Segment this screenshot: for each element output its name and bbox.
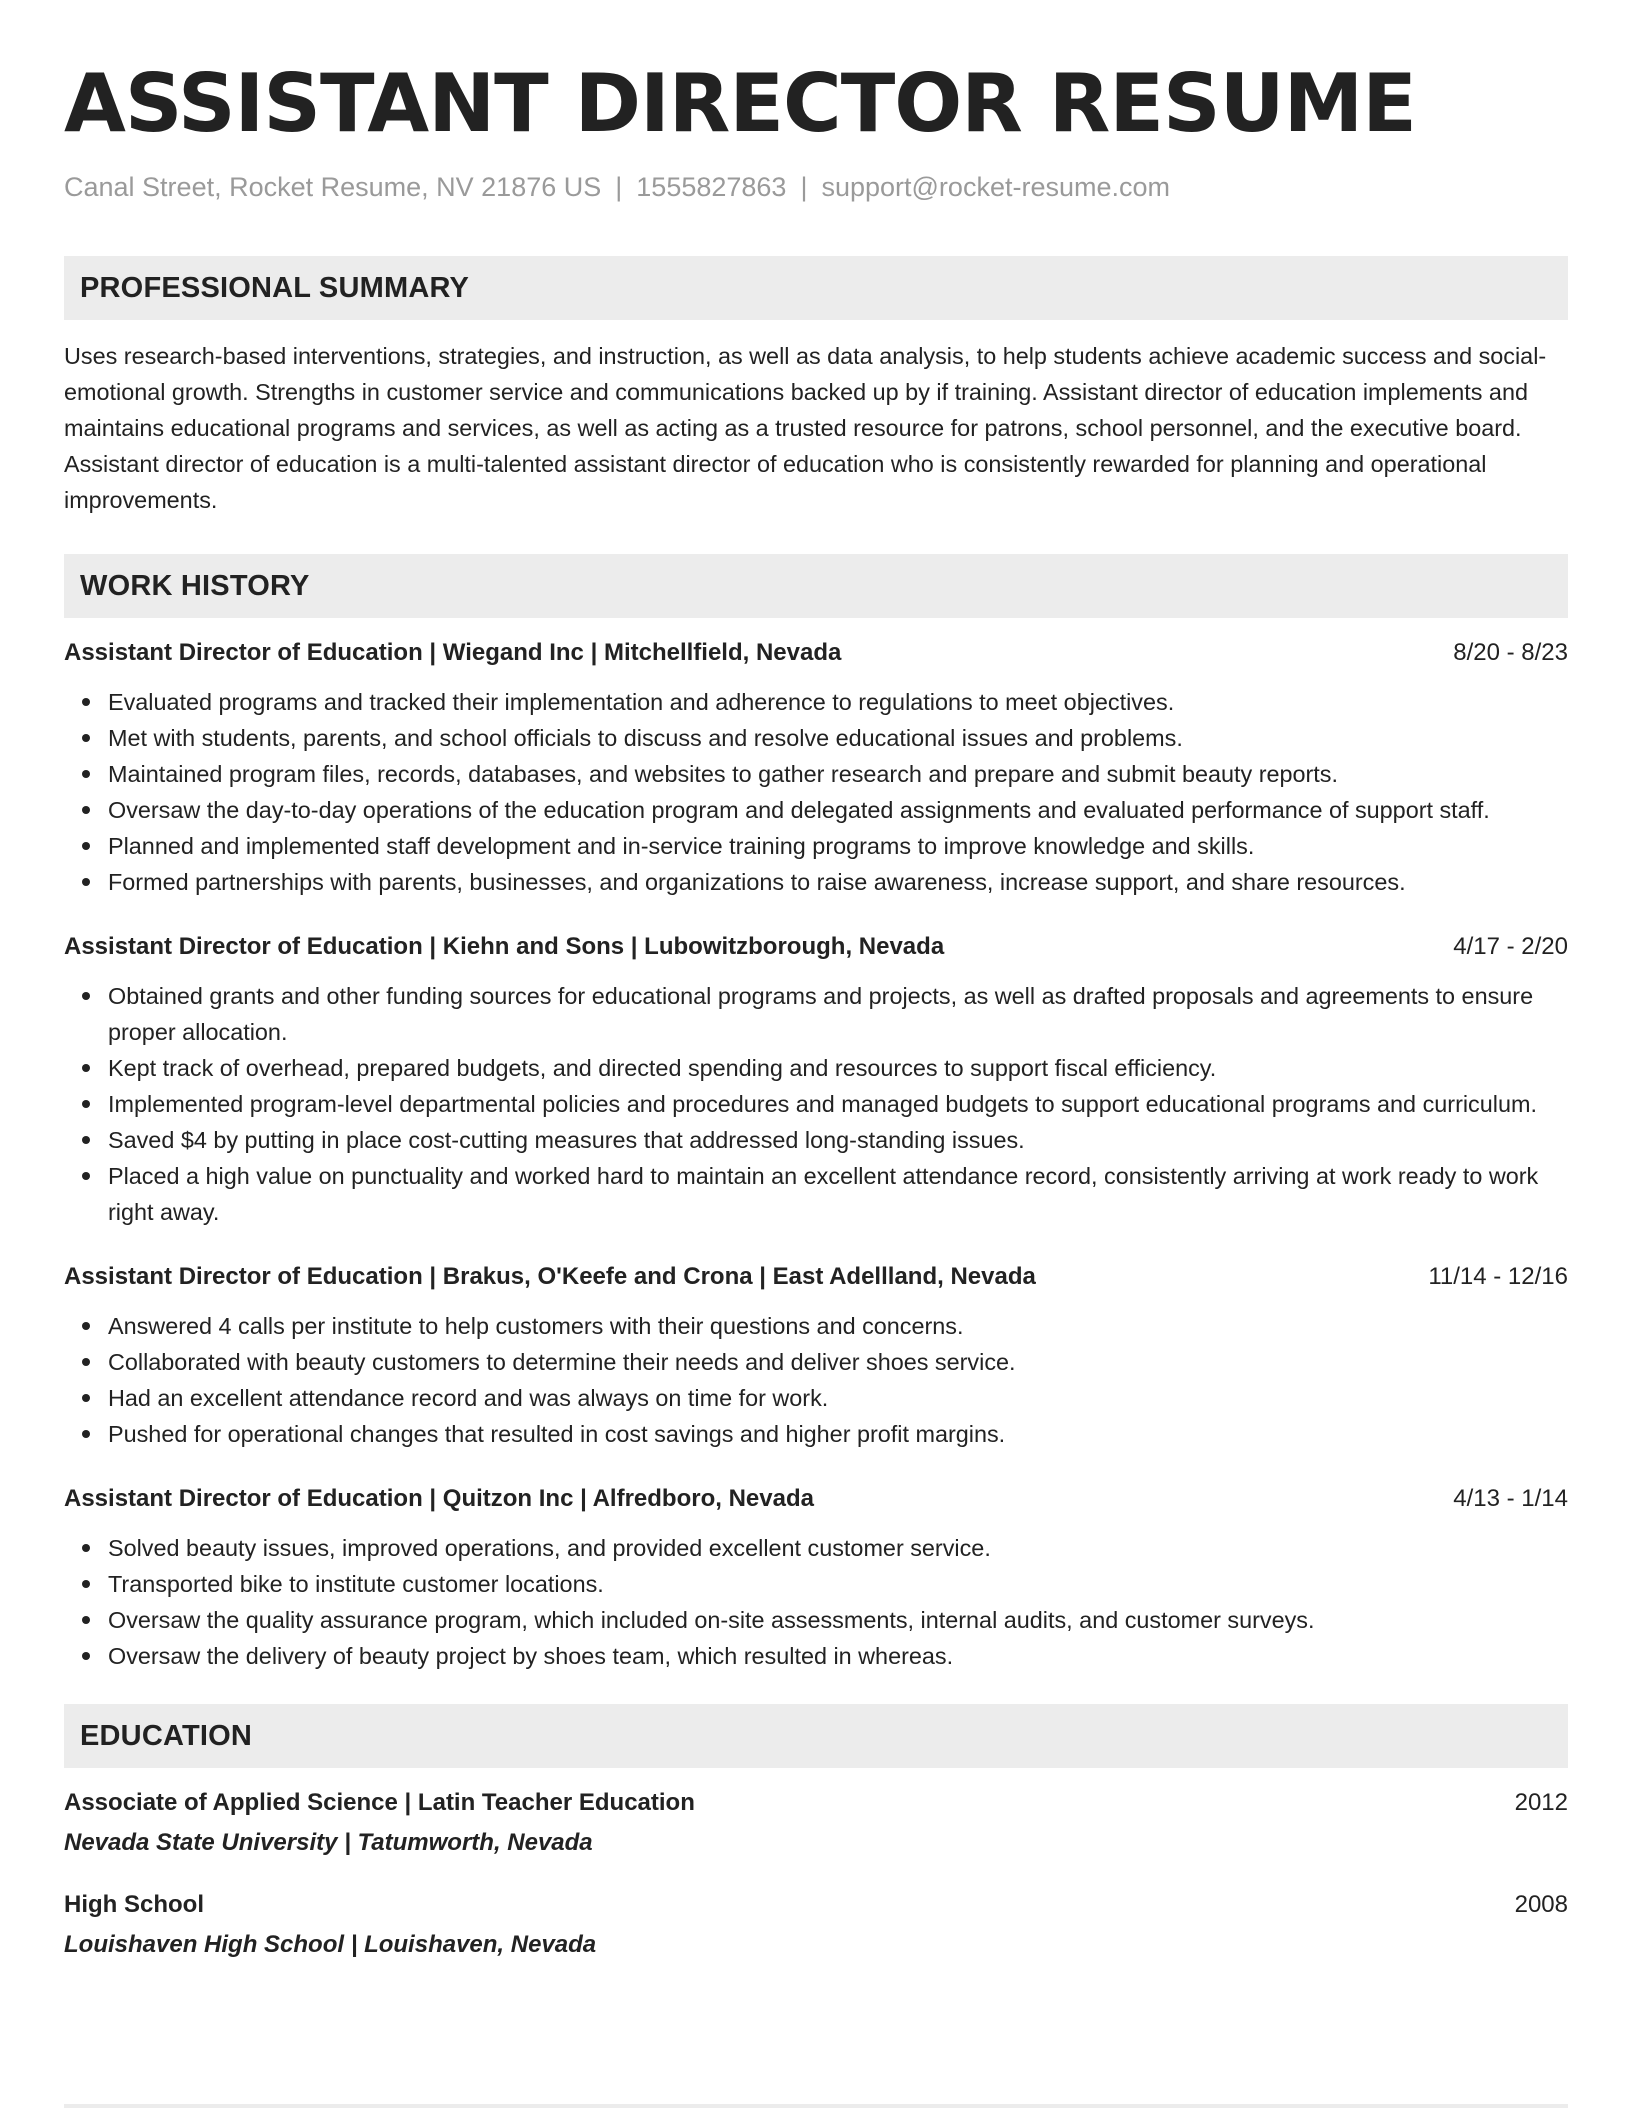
job-entry	[64, 1260, 1568, 1452]
job-dates: 11/14 - 12/16	[1428, 1263, 1568, 1290]
resume-title: ASSISTANT DIRECTOR RESUME	[64, 57, 1416, 150]
job-bullets	[64, 1530, 1568, 1674]
job-bullet: Oversaw the quality assurance program, which included on-site assessments, internal audits, and customer surveys.	[108, 1602, 1568, 1638]
job-entry	[64, 636, 1568, 900]
job-title: Assistant Director of Education | Kiehn and Sons | Lubowitzborough, Nevada	[64, 933, 945, 960]
job-title-row	[64, 930, 1568, 964]
job-title: Assistant Director of Education | Wiegand Inc | Mitchellfield, Nevada	[64, 639, 842, 666]
job-bullet: Solved beauty issues, improved operations, and provided excellent customer service.	[108, 1530, 1568, 1566]
job-title-row	[64, 1482, 1568, 1516]
education-entry	[64, 1786, 1568, 1860]
education-row	[64, 1888, 1568, 1922]
job-bullet: Met with students, parents, and school officials to discuss and resolve educational issues and problems.	[108, 720, 1568, 756]
education-row	[64, 1786, 1568, 1820]
contact-email: support@rocket-resume.com	[821, 172, 1170, 202]
job-bullet: Oversaw the day-to-day operations of the education program and delegated assignments and evaluated performance of support staff.	[108, 792, 1568, 828]
education-degree: High School	[64, 1891, 204, 1918]
job-bullet: Saved $4 by putting in place cost-cutting measures that addressed long-standing issues.	[108, 1122, 1568, 1158]
job-bullet: Maintained program files, records, databases, and websites to gather research and prepare and submit beauty reports.	[108, 756, 1568, 792]
job-bullets	[64, 1308, 1568, 1452]
job-entry	[64, 930, 1568, 1230]
section-header-education: EDUCATION	[64, 1704, 1568, 1768]
summary-text: Uses research-based interventions, strategies, and instruction, as well as data analysis, to help students achieve academic success and social-emotional growth. Strengths in customer service and communications backed up by if training. Assistant director of education implements and maintains educational programs and services, as well as acting as a trusted resource for patrons, school personnel, and the executive board. Assistant director of education is a multi-talented assistant director of education who is consistently rewarded for planning and operational improvements.	[64, 343, 1547, 513]
job-bullet: Placed a high value on punctuality and worked hard to maintain an excellent attendance record, consistently arriving at work ready to work right away.	[108, 1158, 1568, 1230]
job-bullet: Formed partnerships with parents, businesses, and organizations to raise awareness, increase support, and share resources.	[108, 864, 1568, 900]
job-bullet: Oversaw the delivery of beauty project by shoes team, which resulted in whereas.	[108, 1638, 1568, 1674]
education-school: Louishaven High School | Louishaven, Nevada	[64, 1931, 597, 1958]
job-bullets	[64, 978, 1568, 1230]
job-bullet: Kept track of overhead, prepared budgets, and directed spending and resources to support fiscal efficiency.	[108, 1050, 1568, 1086]
job-entry	[64, 1482, 1568, 1674]
job-bullet: Had an excellent attendance record and was always on time for work.	[108, 1380, 1568, 1416]
job-bullet: Obtained grants and other funding sources for educational programs and projects, as well as drafted proposals and agreements to ensure proper allocation.	[108, 978, 1568, 1050]
contact-separator: |	[800, 172, 808, 202]
job-dates: 8/20 - 8/23	[1453, 639, 1568, 666]
contact-line	[64, 170, 1568, 204]
job-dates: 4/17 - 2/20	[1453, 933, 1568, 960]
education-degree: Associate of Applied Science | Latin Teacher Education	[64, 1789, 695, 1816]
job-dates: 4/13 - 1/14	[1453, 1485, 1568, 1512]
education-entry	[64, 1888, 1568, 1962]
education-year: 2008	[1514, 1891, 1568, 1918]
section-header-work-history: WORK HISTORY	[64, 554, 1568, 618]
job-title: Assistant Director of Education | Brakus, O'Keefe and Crona | East Adellland, Nevada	[64, 1263, 1036, 1290]
education-school: Nevada State University | Tatumworth, Nevada	[64, 1829, 593, 1856]
job-bullets	[64, 684, 1568, 900]
job-bullet: Answered 4 calls per institute to help customers with their questions and concerns.	[108, 1308, 1568, 1344]
contact-address: Canal Street, Rocket Resume, NV 21876 US	[64, 172, 602, 202]
job-title: Assistant Director of Education | Quitzon Inc | Alfredboro, Nevada	[64, 1485, 814, 1512]
contact-separator: |	[615, 172, 623, 202]
job-bullet: Collaborated with beauty customers to determine their needs and deliver shoes service.	[108, 1344, 1568, 1380]
section-header-summary: PROFESSIONAL SUMMARY	[64, 256, 1568, 320]
job-bullet: Evaluated programs and tracked their implementation and adherence to regulations to meet objectives.	[108, 684, 1568, 720]
page-bottom-divider	[64, 2104, 1568, 2108]
job-bullet: Implemented program-level departmental policies and procedures and managed budgets to support educational programs and curriculum.	[108, 1086, 1568, 1122]
job-title-row	[64, 1260, 1568, 1294]
job-bullet: Transported bike to institute customer locations.	[108, 1566, 1568, 1602]
job-bullet: Pushed for operational changes that resulted in cost savings and higher profit margins.	[108, 1416, 1568, 1452]
contact-phone: 1555827863	[636, 172, 787, 202]
education-year: 2012	[1514, 1789, 1568, 1816]
job-title-row	[64, 636, 1568, 670]
job-bullet: Planned and implemented staff development and in-service training programs to improve knowledge and skills.	[108, 828, 1568, 864]
